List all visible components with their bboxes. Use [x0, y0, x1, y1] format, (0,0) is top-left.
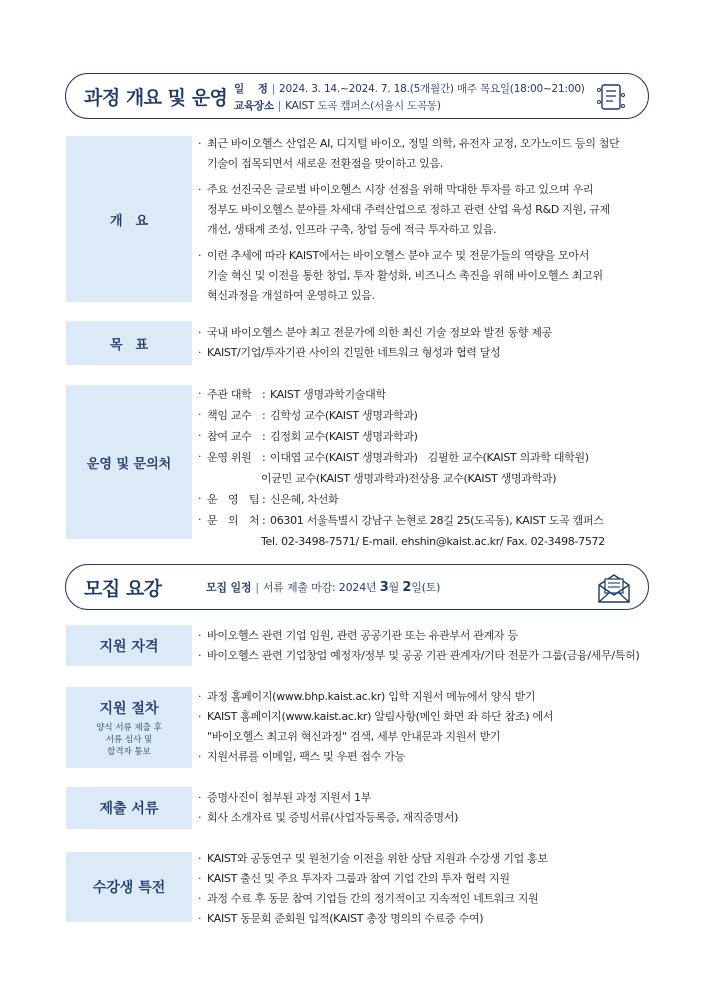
list-item: · 문 의 처 : 06301 서울특별시 강남구 논현로 28길 25(도곡동), KAIST 도곡 캠퍼스: [198, 510, 668, 531]
label-text: 제출 서류: [99, 801, 159, 817]
list-item: · KAIST와 공동연구 및 원천기술 이전을 위한 상담 지원과 수강생 기업 홍보: [198, 849, 668, 869]
list-item: · KAIST 동문회 준회원 입적(KAIST 총장 명의의 수료증 수여): [198, 909, 668, 929]
label-text: 수강생 특전: [92, 880, 166, 896]
list-item: · 주관 대학 : KAIST 생명과학기술대학: [198, 384, 668, 405]
recruit-schedule-line: 모집 일정 | 서류 제출 마감: 2024년 3월 2일(토): [206, 580, 441, 595]
list-item: · KAIST/기업/투자기관 사이의 긴밀한 네트워크 형성과 협력 달성: [198, 343, 668, 363]
recruit-deadline-text: 서류 제출 마감: 2024년: [262, 581, 377, 594]
list-item: · 바이오헬스 관련 기업창업 예정자/정부 및 공공 기관 관계자/기타 전문가 그룹(금융/세무/특허): [198, 646, 668, 666]
venue-label: 교육장소: [234, 100, 274, 112]
list-item-continued: Tel. 02-3498-7571/ E-mail. ehshin@kaist.ac.kr/ Fax. 02-3498-7572: [261, 535, 605, 548]
section-title: 모집 요강: [84, 578, 162, 600]
label-text: 개 요: [109, 213, 149, 229]
venue-line: 교육장소 | KAIST 도곡 캠퍼스(서울시 도곡동): [234, 100, 441, 112]
label-procedure: [66, 687, 192, 768]
list-item: · 참여 교수 : 김정회 교수(KAIST 생명과학과): [198, 426, 668, 447]
schedule-line: 일 정 | 2024. 3. 14.~2024. 7. 18.(5개월간) 매주 목요일(18:00~21:00): [234, 83, 585, 95]
list-item: · 이런 추세에 따라 KAIST에서는 바이오헬스 분야 교수 및 전문가들의 역량을 모아서 기술 혁신 및 이전을 통한 창업, 투자 활성화, 비즈니스 촉진을 위해 바이오헬스 최고위 혁신과정을 개설하여 운영하고 있음.: [198, 246, 668, 306]
label-text: 목 표: [109, 337, 149, 353]
label-overview: [66, 136, 192, 302]
procedure-content: [198, 687, 668, 767]
label-subtext: 양식 서류 제출 후 서류 심사 및 합격자 통보: [96, 722, 162, 757]
venue-value: KAIST 도곡 캠퍼스(서울시 도곡동): [285, 100, 441, 112]
section-title: 과정 개요 및 운영: [84, 87, 228, 109]
list-item: · 운영 위원 : 이대엽 교수(KAIST 생명과학과) 김필한 교수(KAIST 의과학 대학원): [198, 447, 668, 468]
schedule-label: 일 정: [234, 83, 268, 95]
list-item: · 국내 바이오헬스 분야 최고 전문가에 의한 최신 기술 정보와 발전 동향 제공: [198, 323, 668, 343]
document-list-icon: [596, 82, 626, 112]
label-goal: [66, 321, 192, 365]
list-item: · 운 영 팀 : 신은혜, 차선화: [198, 489, 668, 510]
section-header-recruitment: [65, 564, 649, 610]
label-benefits: [66, 852, 192, 922]
documents-content: [198, 788, 668, 828]
list-item: · 과정 수료 후 동문 참여 기업들 간의 정기적이고 지속적인 네트워크 지원: [198, 889, 668, 909]
label-text: 운영 및 문의처: [86, 456, 172, 472]
goal-content: [198, 323, 668, 363]
list-item-continued: 이균민 교수(KAIST 생명과학과)전상용 교수(KAIST 생명과학과): [261, 472, 557, 485]
list-item: · 증명사진이 첨부된 과정 지원서 1부: [198, 788, 668, 808]
operation-content: [198, 384, 668, 552]
section-header-course: [65, 73, 649, 119]
label-operation: [66, 385, 192, 539]
list-item: · 바이오헬스 관련 기업 임원, 관련 공공기관 또는 유관부서 관계자 등: [198, 626, 668, 646]
schedule-value: 2024. 3. 14.~2024. 7. 18.(5개월간) 매주 목요일(18:00~21:00): [279, 83, 585, 95]
label-text: 지원 자격: [99, 638, 159, 655]
deadline-day: 2: [402, 580, 412, 595]
list-item: · 최근 바이오헬스 산업은 AI, 디지털 바이오, 정밀 의학, 유전자 교정, 오가노이드 등의 첨단 기술이 접목되면서 새로운 전환점을 맞이하고 있음.: [198, 134, 668, 174]
list-item: · 주요 선진국은 글로벌 바이오헬스 시장 선점을 위해 막대한 투자를 하고 있으며 우리 정부도 바이오헬스 분야를 차세대 주력산업으로 정하고 관련 산업 육성 R&D 지원, 규제 개선, 생태계 조성, 인프라 구축, 창업 등에 적극 투자하고 있음.: [198, 180, 668, 240]
overview-content: [198, 134, 668, 306]
eligibility-content: [198, 626, 668, 666]
list-item: · KAIST 홈페이지(www.kaist.ac.kr) 알림사항(메인 화면 좌 하단 참조) 에서 "바이오헬스 최고위 혁신과정" 검색, 세부 안내문과 지원서 받기: [198, 707, 668, 747]
label-text: 지원 절차: [99, 700, 159, 717]
benefits-content: [198, 849, 668, 929]
label-eligibility: [66, 625, 192, 666]
list-item: · 과정 홈페이지(www.bhp.kaist.ac.kr) 입학 지원서 메뉴에서 양식 받기: [198, 687, 668, 707]
envelope-letter-icon: [596, 571, 632, 605]
list-item: · 지원서류를 이메일, 팩스 및 우편 접수 가능: [198, 747, 668, 767]
list-item: · KAIST 출신 및 주요 투자자 그룹과 참여 기업 간의 투자 협력 지원: [198, 869, 668, 889]
recruit-label: 모집 일정: [206, 581, 252, 594]
list-item: · 회사 소개자료 및 증빙서류(사업자등록증, 재직증명서): [198, 808, 668, 828]
list-item: · 책임 교수 : 김학성 교수(KAIST 생명과학과): [198, 405, 668, 426]
deadline-month: 3: [379, 580, 389, 595]
label-documents: [66, 787, 192, 829]
